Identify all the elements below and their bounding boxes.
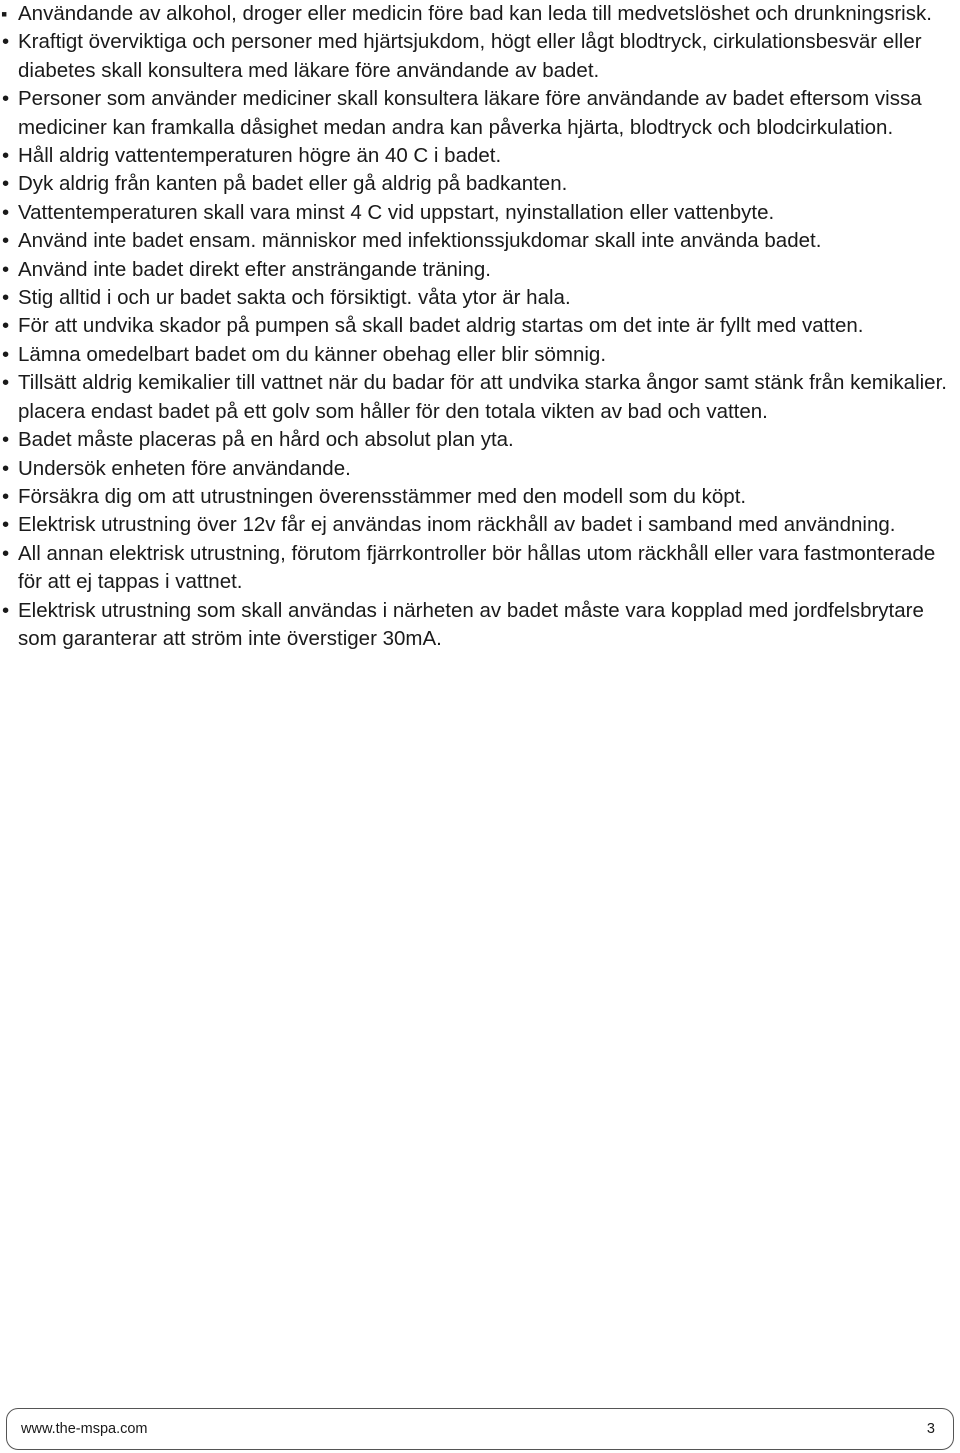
bullet-text: Använd inte badet direkt efter ansträngande träning. (18, 257, 491, 281)
bullet-text: Lämna omedelbart badet om du känner obehag eller blir sömnig. (18, 342, 607, 366)
bullet-marker: • (2, 314, 10, 338)
bullet-item (0, 341, 960, 369)
bullet-marker: • (2, 229, 10, 253)
bullet-text: Försäkra dig om att utrustningen överensstämmer med den modell som du köpt. (18, 484, 747, 508)
bullet-marker: ▪ (1, 4, 8, 24)
bullet-text: Stig alltid i och ur badet sakta och försiktigt. våta ytor är hala. (18, 286, 571, 310)
bullet-item (0, 312, 960, 340)
bullet-marker: • (2, 257, 10, 281)
bullet-item (0, 0, 960, 28)
bullet-item (0, 426, 960, 454)
bullet-text: Håll aldrig vattentemperaturen högre än 40 C i badet. (18, 144, 502, 168)
footer-website-url: www.the-mspa.com (21, 1421, 148, 1437)
bullet-marker: • (2, 200, 10, 224)
bullet-item (0, 369, 960, 426)
bullet-item (0, 540, 960, 597)
bullet-marker: • (2, 513, 10, 537)
bullet-text: Användande av alkohol, droger eller medicin före bad kan leda till medvetslöshet och drunkningsrisk. (18, 2, 932, 25)
page-number: 3 (926, 1421, 935, 1437)
bullet-marker: • (2, 342, 10, 366)
bullet-marker: • (2, 598, 10, 622)
bullet-item (0, 256, 960, 284)
safety-bullet-list (0, 0, 960, 653)
bullet-text: Dyk aldrig från kanten på badet eller gå aldrig på badkanten. (18, 172, 568, 196)
bullet-marker: • (2, 87, 10, 111)
bullet-item (0, 85, 960, 142)
bullet-marker: • (2, 144, 10, 168)
bullet-item (0, 227, 960, 255)
bullet-text: Undersök enheten före användande. (18, 456, 351, 480)
bullet-marker: • (2, 541, 10, 565)
bullet-text: Personer som använder mediciner skall konsultera läkare före användande av badet eftersom vissa mediciner kan framkalla dåsighet medan andra kan påverka hjärta, blodtryck och blodcirkulation. (18, 87, 922, 139)
bullet-item (0, 284, 960, 312)
bullet-text: Vattentemperaturen skall vara minst 4 C vid uppstart, nyinstallation eller vattenbyte. (18, 200, 775, 224)
bullet-marker: • (2, 484, 10, 508)
bullet-text: Använd inte badet ensam. människor med infektionssjukdomar skall inte använda badet. (18, 229, 822, 253)
bullet-text: Kraftigt överviktiga och personer med hjärtsjukdom, högt eller lågt blodtryck, cirkulationsbesvär eller diabetes skall konsultera med läkare före användande av badet. (18, 30, 922, 82)
bullet-item (0, 597, 960, 654)
bullet-text: Elektrisk utrustning över 12v får ej användas inom räckhåll av badet i samband med användning. (18, 513, 896, 537)
bullet-item (0, 28, 960, 85)
bullet-text: All annan elektrisk utrustning, förutom fjärrkontroller bör hållas utom räckhåll eller vara fastmonterade för att ej tappas i vattnet. (18, 541, 936, 594)
bullet-marker: • (2, 371, 10, 395)
bullet-marker: • (2, 428, 10, 452)
page-footer (6, 1408, 954, 1450)
bullet-text: Badet måste placeras på en hård och absolut plan yta. (18, 428, 514, 452)
bullet-item (0, 511, 960, 539)
bullet-text: För att undvika skador på pumpen så skall badet aldrig startas om det inte är fyllt med vatten. (18, 314, 864, 338)
bullet-marker: • (2, 456, 10, 480)
bullet-item (0, 199, 960, 227)
bullet-item (0, 455, 960, 483)
bullet-text: Tillsätt aldrig kemikalier till vattnet när du badar för att undvika starka ångor samt stänk från kemikalier. placera endast badet på ett golv som håller för den totala vikten av bad och vatten. (18, 371, 947, 423)
bullet-item (0, 142, 960, 170)
bullet-marker: • (2, 172, 10, 196)
bullet-item (0, 483, 960, 511)
bullet-marker: • (2, 286, 10, 310)
document-body (0, 0, 960, 653)
bullet-item (0, 170, 960, 198)
bullet-marker: • (2, 30, 10, 54)
bullet-text: Elektrisk utrustning som skall användas i närheten av badet måste vara kopplad med jordfelsbrytare som garanterar att ström inte överstiger 30mA. (18, 598, 924, 650)
